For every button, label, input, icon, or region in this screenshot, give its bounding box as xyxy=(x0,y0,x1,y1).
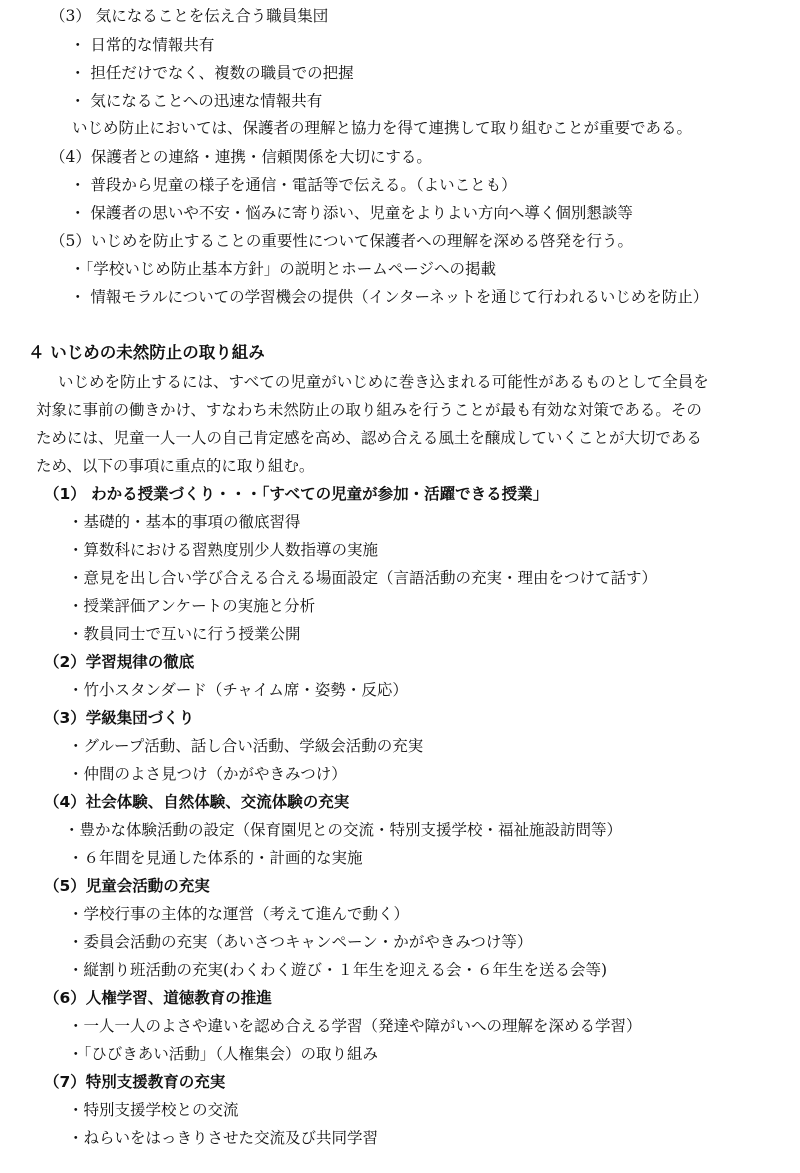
item1-heading: （1） わかる授業づくり・・・「すべての児童が参加・活躍できる授業」 xyxy=(44,485,549,503)
item6-bullet: ・「ひびきあい活動」（人権集会）の取り組み xyxy=(68,1045,379,1063)
parent-intro-text: いじめ防止においては、保護者の理解と協力を得て連携して取り組むことが重要である。 xyxy=(72,119,693,137)
item5-heading: （5）いじめを防止することの重要性について保護者への理解を深める啓発を行う。 xyxy=(50,232,634,250)
item5b-bullet: ・委員会活動の充実（あいさつキャンペーン・かがやきみつけ等） xyxy=(68,933,533,951)
section4-title: ４ いじめの未然防止の取り組み xyxy=(28,343,265,362)
section4-intro-line: ためには、児童一人一人の自己肯定感を高め、認め合える風土を醸成していくことが大切である xyxy=(36,429,702,447)
item4-bullet: ・ 普段から児童の様子を通信・電話等で伝える。（よいことも） xyxy=(70,176,517,194)
item4-heading: （4）保護者との連絡・連携・信頼関係を大切にする。 xyxy=(50,148,432,166)
item4b-heading: （4）社会体験、自然体験、交流体験の充実 xyxy=(44,793,350,811)
item6-heading: （6）人権学習、道徳教育の推進 xyxy=(44,989,272,1007)
item3-bullet: ・ 日常的な情報共有 xyxy=(70,36,215,54)
item7-heading: （7）特別支援教育の充実 xyxy=(44,1073,226,1091)
item3b-bullet: ・グループ活動、話し合い活動、学級会活動の充実 xyxy=(68,737,424,755)
item5b-bullet: ・学校行事の主体的な運営（考えて進んで動く） xyxy=(68,905,410,923)
item3-bullet: ・ 担任だけでなく、複数の職員での把握 xyxy=(70,64,354,82)
item3-heading: （3） 気になることを伝え合う職員集団 xyxy=(50,7,329,25)
item4b-bullet: ・６年間を見通した体系的・計画的な実施 xyxy=(68,849,363,867)
item3b-bullet: ・仲間のよさ見つけ（かがやきみつけ） xyxy=(68,765,347,783)
item1-bullet: ・基礎的・基本的事項の徹底習得 xyxy=(68,513,301,531)
item1-bullet: ・意見を出し合い学び合える合える場面設定（言語活動の充実・理由をつけて話す） xyxy=(68,569,658,587)
item5-bullet: ・ 情報モラルについての学習機会の提供（インターネットを通じて行われるいじめを防止） xyxy=(70,288,709,306)
item5-bullet: ・「学校いじめ防止基本方針」の説明とホームページへの掲載 xyxy=(70,260,496,278)
section4-intro-line: 対象に事前の働きかけ、すなわち未然防止の取り組みを行うことが最も有効な対策である。その xyxy=(36,401,702,419)
item2-bullet: ・竹小スタンダード（チャイム席・姿勢・反応） xyxy=(68,681,408,699)
item7-bullet: ・ねらいをはっきりさせた交流及び共同学習 xyxy=(68,1129,379,1147)
item2-heading: （2）学習規律の徹底 xyxy=(44,653,195,671)
item1-bullet: ・授業評価アンケートの実施と分析 xyxy=(68,597,316,615)
item6-bullet: ・一人一人のよさや違いを認め合える学習（発達や障がいへの理解を深める学習） xyxy=(68,1017,642,1035)
item7-bullet: ・特別支援学校との交流 xyxy=(68,1101,239,1119)
item3-bullet: ・ 気になることへの迅速な情報共有 xyxy=(70,92,323,110)
item5b-heading: （5）児童会活動の充実 xyxy=(44,877,210,895)
section4-intro-line: ため、以下の事項に重点的に取り組む。 xyxy=(36,457,315,475)
item1-bullet: ・教員同士で互いに行う授業公開 xyxy=(68,625,301,643)
section4-intro-line: いじめを防止するには、すべての児童がいじめに巻き込まれる可能性があるものとして全員を xyxy=(58,373,709,391)
item3b-heading: （3）学級集団づくり xyxy=(44,709,195,727)
item1-bullet: ・算数科における習熟度別少人数指導の実施 xyxy=(68,541,379,559)
item5b-bullet: ・縦割り班活動の充実(わくわく遊び・１年生を迎える会・６年生を送る会等) xyxy=(68,961,608,979)
item4-bullet: ・ 保護者の思いや不安・悩みに寄り添い、児童をよりよい方向へ導く個別懇談等 xyxy=(70,204,633,222)
item4b-bullet: ・豊かな体験活動の設定（保育園児との交流・特別支援学校・福祉施設訪問等） xyxy=(64,821,623,839)
